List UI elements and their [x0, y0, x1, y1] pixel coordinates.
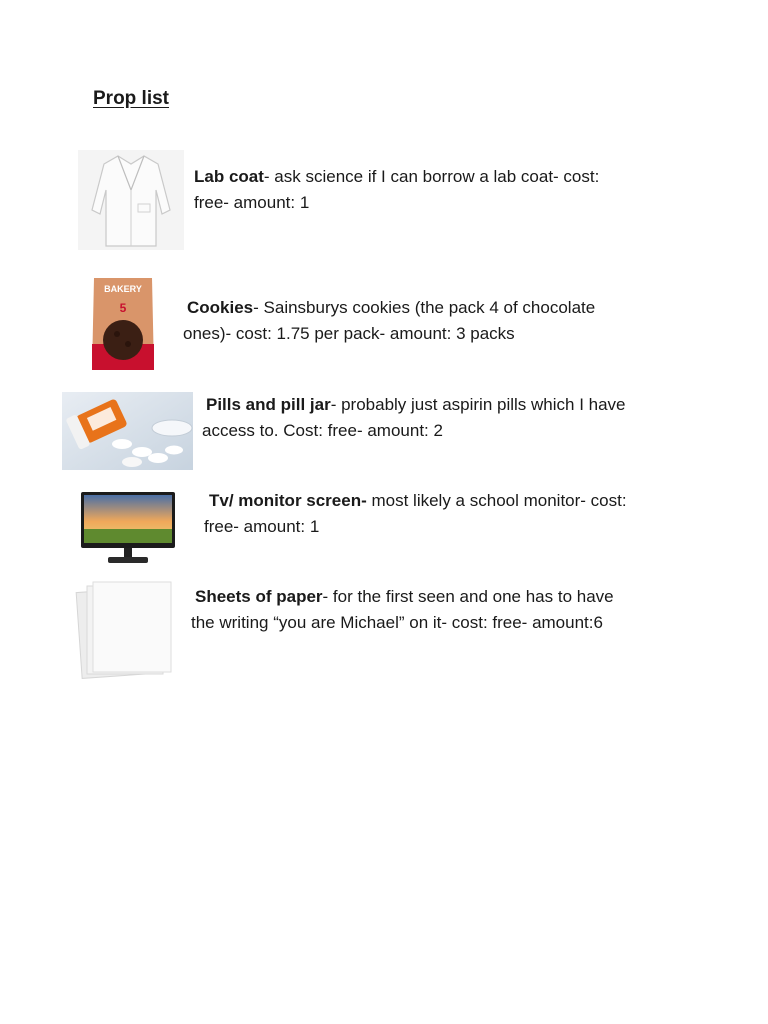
item-monitor-line2: free- amount: 1	[204, 517, 320, 536]
prop-list-title: Prop list	[93, 88, 170, 109]
item-cookies-line1	[187, 295, 595, 321]
item-monitor-line1	[209, 488, 627, 514]
item-description: - Sainsburys cookies (the pack 4 of chocolate	[253, 298, 596, 317]
item-name: Lab coat	[194, 167, 264, 186]
item-cookies-line2: ones)- cost: 1.75 per pack- amount: 3 packs	[183, 324, 515, 343]
item-description: - for the first seen and one has to have	[322, 587, 614, 606]
item-lab-coat-line2: free- amount: 1	[194, 193, 310, 212]
lab-coat-image	[78, 150, 184, 250]
item-description: - probably just aspirin pills which I have	[330, 395, 626, 414]
item-paper-line1	[195, 584, 614, 610]
item-paper-line2: the writing “you are Michael” on it- cost: free- amount:6	[191, 613, 603, 632]
item-name: Pills and pill jar	[206, 395, 331, 414]
cookies-pack-image	[90, 274, 156, 374]
item-description: most likely a school monitor- cost:	[366, 491, 627, 510]
item-pills-line1	[206, 392, 626, 418]
item-lab-coat-line1	[194, 164, 599, 190]
paper-sheets-image	[75, 580, 176, 680]
pack-brand-text: BAKERY	[104, 284, 142, 294]
pill-jar-image	[62, 392, 193, 470]
monitor-image	[80, 491, 176, 565]
item-name: Tv/ monitor screen-	[209, 491, 367, 510]
item-name: Cookies	[187, 298, 254, 317]
item-pills-line2: access to. Cost: free- amount: 2	[202, 421, 443, 440]
item-description: - ask science if I can borrow a lab coat- cost:	[263, 167, 600, 186]
item-name: Sheets of paper	[195, 587, 323, 606]
pack-number-text: 5	[119, 301, 127, 315]
